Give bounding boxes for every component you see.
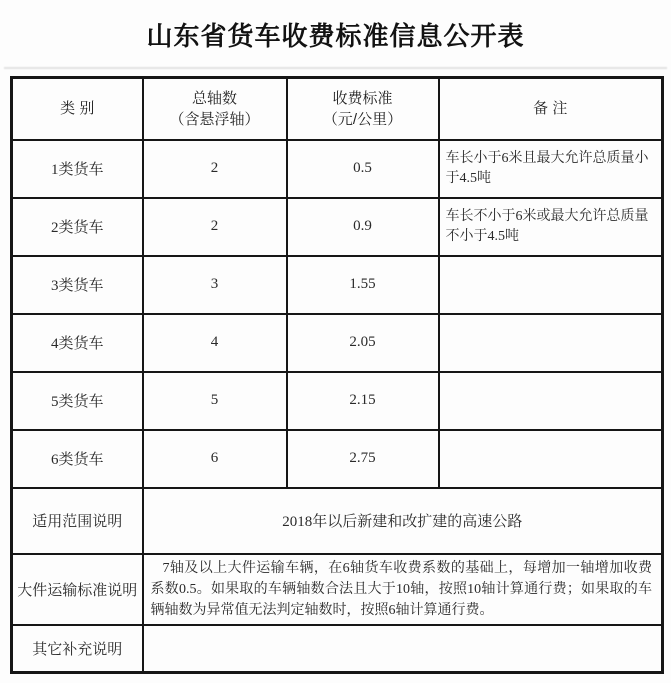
cell-category: 4类货车: [12, 314, 143, 372]
cell-category: 6类货车: [12, 430, 143, 488]
cell-axles: 2: [143, 140, 287, 198]
cell-axles: 6: [143, 430, 287, 488]
header-axles-line1: 总轴数: [191, 89, 237, 107]
table-row-class5: [12, 372, 663, 430]
cell-axles: 5: [143, 372, 287, 430]
cell-remark: [439, 430, 663, 488]
cell-remark: 车长小于6米且最大允许总质量小于4.5吨: [439, 140, 663, 198]
other-content: [143, 625, 663, 673]
header-cell-axles: [143, 78, 287, 140]
table-row-class6: [12, 430, 663, 488]
table-row-class3: [12, 256, 663, 314]
table-row-class2: [12, 198, 663, 256]
header-rate-line1: 收费标准: [332, 89, 393, 107]
table-row-other: [12, 625, 663, 673]
other-label: 其它补充说明: [12, 625, 143, 673]
page-title: 山东省货车收费标准信息公开表: [146, 22, 525, 51]
cell-axles: 3: [143, 256, 287, 314]
table-header-row: [12, 78, 663, 140]
table-row-oversize: [12, 554, 663, 625]
table-row-class1: [12, 140, 663, 198]
scan-artifact-line: [4, 67, 667, 69]
scope-content: 2018年以后新建和改扩建的高速公路: [143, 488, 663, 554]
cell-axles: 2: [143, 198, 287, 256]
cell-rate: 1.55: [287, 256, 439, 314]
header-cell-remark: 备 注: [439, 78, 663, 140]
table-row-scope: [12, 488, 663, 554]
truck-fee-table: [10, 76, 664, 674]
cell-remark: [439, 256, 663, 314]
cell-axles: 4: [143, 314, 287, 372]
cell-rate: 0.9: [287, 198, 439, 256]
header-rate-line2: （元/公里）: [322, 110, 403, 128]
table-row-class4: [12, 314, 663, 372]
header-cell-rate: [287, 78, 439, 140]
cell-remark: [439, 372, 663, 430]
cell-remark: 车长不小于6米或最大允许总质量不小于4.5吨: [439, 198, 663, 256]
cell-rate: 2.75: [287, 430, 439, 488]
cell-remark: [439, 314, 663, 372]
scope-label: 适用范围说明: [12, 488, 143, 554]
cell-category: 1类货车: [12, 140, 143, 198]
cell-rate: 2.15: [287, 372, 439, 430]
cell-category: 5类货车: [12, 372, 143, 430]
cell-category: 3类货车: [12, 256, 143, 314]
cell-category: 2类货车: [12, 198, 143, 256]
oversize-label: 大件运输标准说明: [12, 554, 143, 625]
cell-rate: 2.05: [287, 314, 439, 372]
oversize-content: 7轴及以上大件运输车辆，在6轴货车收费系数的基础上，每增加一轴增加收费系数0.5。如果取的车辆轴数合法且大于10轴，按照10轴计算通行费；如果取的车辆轴数为异常值无法判定轴数时，按照6轴计算通行费。: [143, 554, 663, 625]
header-axles-line2: （含悬浮轴）: [169, 110, 260, 128]
header-cell-category: 类 别: [12, 78, 143, 140]
cell-rate: 0.5: [287, 140, 439, 198]
